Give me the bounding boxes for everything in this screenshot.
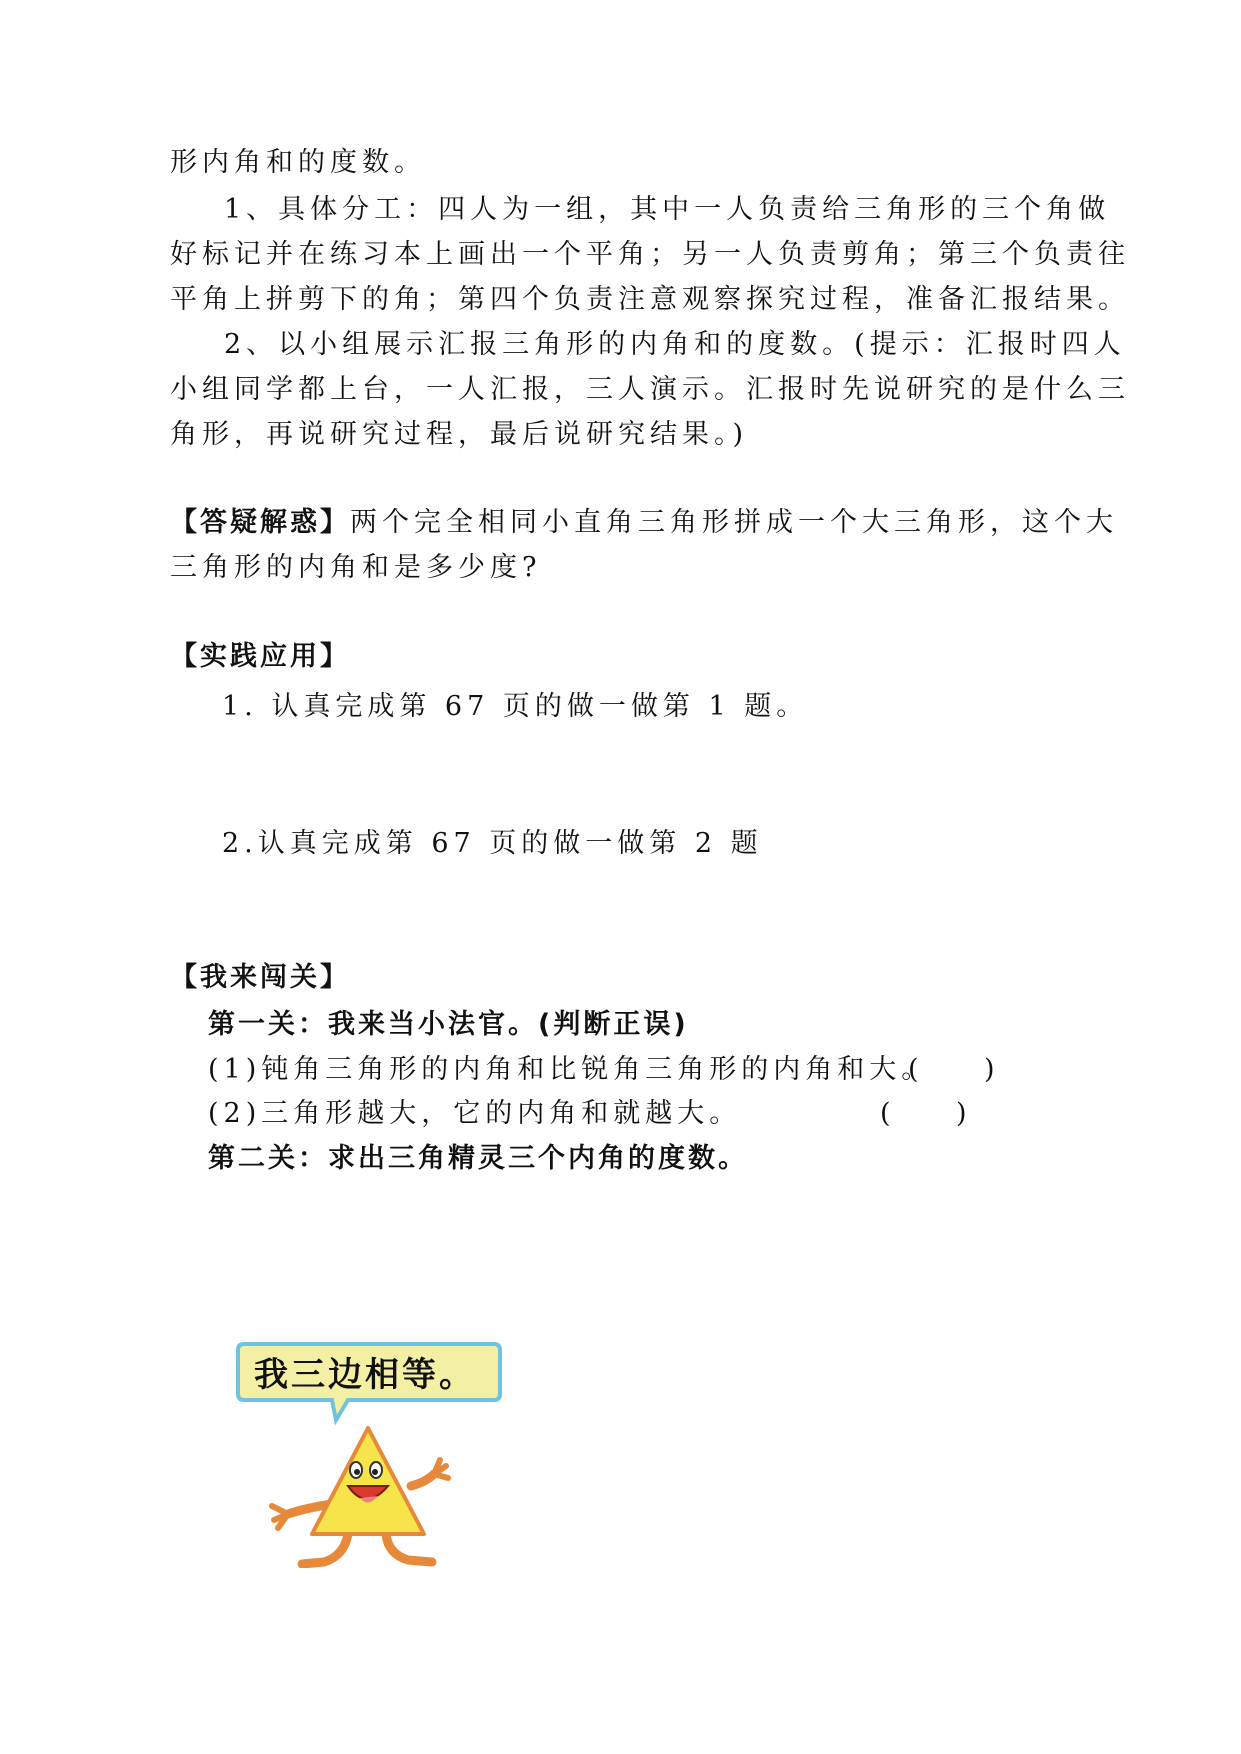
item2-line2: 小组同学都上台，一人汇报，三人演示。汇报时先说研究的是什么三	[170, 374, 1130, 405]
item2-line1: 2、以小组展示汇报三角形的内角和的度数。(提示：汇报时四人	[224, 329, 1126, 360]
item1-line3: 平角上拼剪下的角；第四个负责注意观察探究过程，准备汇报结果。	[170, 284, 1130, 315]
speech-bubble-text: 我三边相等。	[254, 1355, 476, 1395]
level1-title: 第一关：我来当小法官。(判断正误)	[208, 1009, 689, 1040]
right-pupil	[372, 1469, 378, 1475]
practice-item2: 2.认真完成第 67 页的做一做第 2 题	[222, 828, 763, 859]
right-leg	[386, 1534, 432, 1562]
left-pupil	[354, 1469, 360, 1475]
practice-item1: 1. 认真完成第 67 页的做一做第 1 题。	[222, 691, 809, 722]
judge-question-1: (1)钝角三角形的内角和比锐角三角形的内角和大。	[208, 1054, 934, 1085]
left-leg	[302, 1534, 348, 1564]
answer-paren-1[interactable]: ( )	[908, 1054, 997, 1085]
qa-heading: 【答疑解惑】	[170, 507, 350, 538]
practice-heading: 【实践应用】	[170, 641, 350, 672]
left-hand-icon	[272, 1506, 288, 1528]
item1-line2: 好标记并在练习本上画出一个平角；另一人负责剪角；第三个负责往	[170, 239, 1130, 270]
level2-title: 第二关：求出三角精灵三个内角的度数。	[208, 1143, 748, 1174]
para-line: 形内角和的度数。	[170, 147, 426, 178]
item1-line1: 1、具体分工：四人为一组，其中一人负责给三角形的三个角做	[224, 194, 1111, 225]
speech-bubble	[238, 1344, 500, 1420]
triangle-body-icon	[312, 1428, 424, 1534]
challenge-heading: 【我来闯关】	[170, 962, 350, 993]
item2-line3: 角形，再说研究过程，最后说研究结果。)	[170, 419, 749, 450]
right-hand-icon	[434, 1460, 448, 1478]
triangle-sprite-illustration	[236, 1336, 581, 1568]
right-arm	[411, 1474, 434, 1486]
answer-paren-2[interactable]: ( )	[880, 1098, 969, 1129]
qa-text: 两个完全相同小直角三角形拼成一个大三角形，这个大	[350, 507, 1118, 538]
qa-line1	[170, 506, 1118, 540]
qa-line2: 三角形的内角和是多少度?	[170, 552, 542, 583]
judge-question-2: (2)三角形越大，它的内角和就越大。	[208, 1098, 742, 1129]
